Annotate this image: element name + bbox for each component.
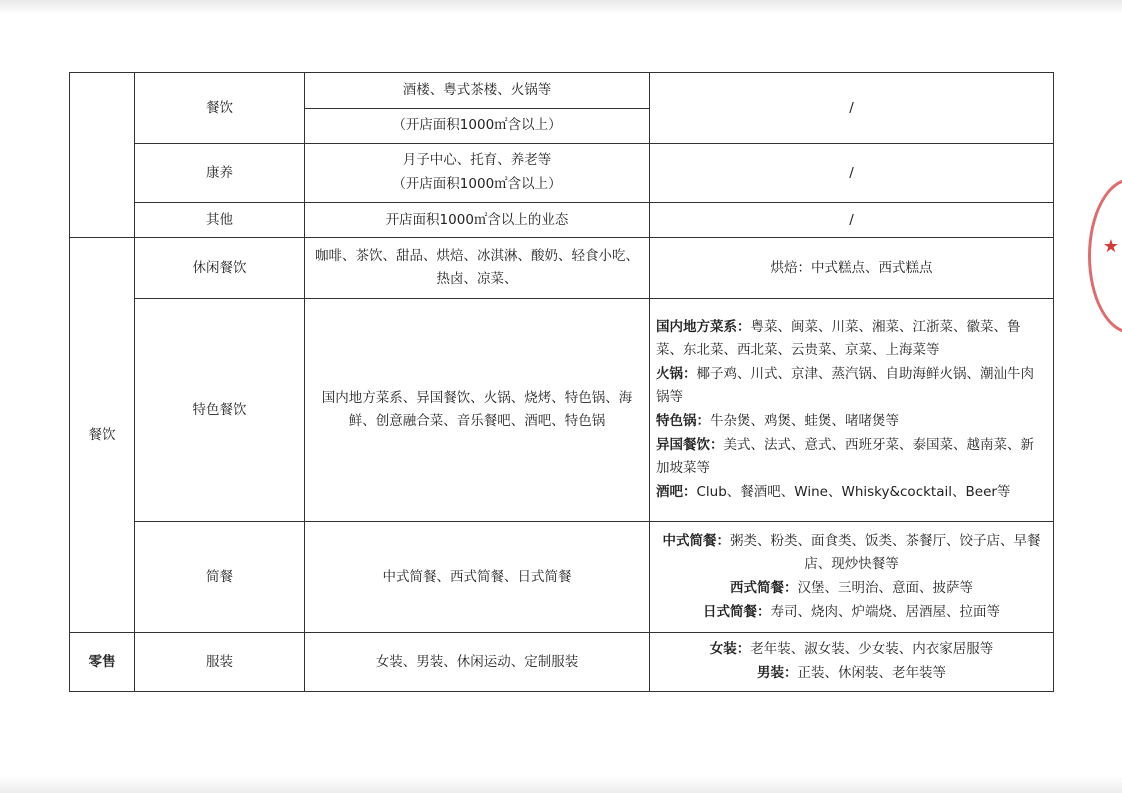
detail-label: 火锅： <box>656 365 697 382</box>
detail-line <box>656 662 1047 686</box>
category-cell <box>135 299 305 522</box>
category-label: 简餐 <box>206 568 233 585</box>
description-text: 中式简餐、西式简餐、日式简餐 <box>382 568 572 585</box>
detail-text: Club、餐酒吧、Wine、Whisky&cocktail、Beer等 <box>696 483 1011 500</box>
detail-line <box>656 601 1047 625</box>
category-label: 康养 <box>206 164 233 181</box>
description-cell <box>305 522 650 633</box>
detail-slash: / <box>849 164 854 181</box>
detail-cell <box>650 238 1054 299</box>
description-cell <box>305 299 650 522</box>
group-cell <box>70 238 135 633</box>
description-line: 开店面积1000㎡含以上的业态 <box>385 211 569 228</box>
category-label: 其他 <box>206 211 233 228</box>
table-row <box>70 299 1054 522</box>
category-label: 餐饮 <box>206 99 233 116</box>
table-row <box>70 238 1054 299</box>
table-row <box>70 633 1054 692</box>
detail-label: 特色锅： <box>656 413 710 429</box>
description-cell <box>305 108 650 144</box>
detail-slash: / <box>849 211 854 228</box>
detail-text: 粤菜、闽菜、川菜、湘菜、江浙菜、徽菜、鲁菜、东北菜、西北菜、云贵菜、京菜、上海菜等 <box>656 318 1021 359</box>
detail-text: 正装、休闲装、老年装等 <box>797 665 946 681</box>
detail-line <box>656 316 1047 363</box>
detail-line <box>656 481 1047 505</box>
detail-text: 牛杂煲、鸡煲、蛙煲、啫啫煲等 <box>710 413 899 429</box>
description-cell <box>305 203 650 238</box>
description-text: 女装、男装、休闲运动、定制服装 <box>375 653 579 670</box>
detail-slash: / <box>849 99 854 116</box>
detail-cell <box>650 299 1054 522</box>
description-line: 月子中心、托育、养老等 <box>402 152 552 169</box>
table-row <box>70 73 1054 109</box>
detail-text: 汉堡、三明治、意面、披萨等 <box>797 580 973 596</box>
detail-label: 男装： <box>757 665 798 681</box>
detail-text: 烘焙：中式糕点、西式糕点 <box>770 259 933 276</box>
seal-star-icon: ★ <box>1102 236 1120 257</box>
detail-line <box>656 638 1047 662</box>
detail-text: 美式、法式、意式、西班牙菜、泰国菜、越南菜、新加坡菜等 <box>656 436 1034 477</box>
description-cell <box>305 73 650 109</box>
group-cell-empty <box>70 73 135 238</box>
detail-cell <box>650 73 1054 144</box>
category-cell <box>135 522 305 633</box>
description-line: （开店面积1000㎡含以上） <box>392 176 562 192</box>
category-cell <box>135 203 305 238</box>
category-cell <box>135 144 305 203</box>
description-text: 咖啡、茶饮、甜品、烘焙、冰淇淋、酸奶、轻食小吃、热卤、凉菜、 <box>315 248 639 287</box>
detail-cell <box>650 522 1054 633</box>
table-row <box>70 144 1054 203</box>
detail-line <box>656 434 1047 481</box>
category-label: 休闲餐饮 <box>192 259 247 276</box>
detail-text: 椰子鸡、川式、京津、蒸汽锅、自助海鲜火锅、潮汕牛肉锅等 <box>656 365 1034 406</box>
description-cell <box>305 144 650 203</box>
page-bottom-shadow <box>0 776 1122 793</box>
description-line: （开店面积1000㎡含以上） <box>392 117 562 134</box>
detail-line <box>656 577 1047 601</box>
category-cell <box>135 633 305 692</box>
detail-line <box>656 530 1047 577</box>
detail-label: 日式简餐： <box>703 603 771 620</box>
table-row <box>70 203 1054 238</box>
detail-text: 粥类、粉类、面食类、饭类、茶餐厅、饺子店、早餐店、现炒快餐等 <box>730 532 1041 573</box>
detail-cell <box>650 144 1054 203</box>
detail-label: 中式简餐： <box>662 532 730 549</box>
group-cell <box>70 633 135 692</box>
category-cell <box>135 73 305 144</box>
category-cell <box>135 238 305 299</box>
group-label: 餐饮 <box>88 426 116 443</box>
detail-cell <box>650 203 1054 238</box>
detail-cell <box>650 633 1054 692</box>
detail-label: 女装： <box>709 641 751 658</box>
description-cell <box>305 633 650 692</box>
business-category-table <box>69 72 1054 692</box>
detail-line <box>656 363 1047 410</box>
description-cell <box>305 238 650 299</box>
category-label: 服装 <box>206 653 233 670</box>
detail-text: 寿司、烧肉、炉端烧、居酒屋、拉面等 <box>770 603 1000 620</box>
detail-label: 国内地方菜系： <box>656 318 751 335</box>
description-text: 国内地方菜系、异国餐饮、火锅、烧烤、特色锅、海鲜、创意融合菜、音乐餐吧、酒吧、特色锅 <box>321 390 633 429</box>
table-row <box>70 522 1054 633</box>
description-line: 酒楼、粤式茶楼、火锅等 <box>402 81 552 98</box>
category-label: 特色餐饮 <box>192 401 247 418</box>
detail-label: 异国餐饮： <box>656 436 724 453</box>
detail-label: 西式简餐： <box>730 580 798 596</box>
group-label: 零售 <box>88 653 116 670</box>
detail-label: 酒吧： <box>656 483 697 500</box>
detail-line <box>656 410 1047 434</box>
detail-text: 老年装、淑女装、少女装、内衣家居服等 <box>750 641 994 658</box>
page-top-shadow <box>0 0 1122 14</box>
